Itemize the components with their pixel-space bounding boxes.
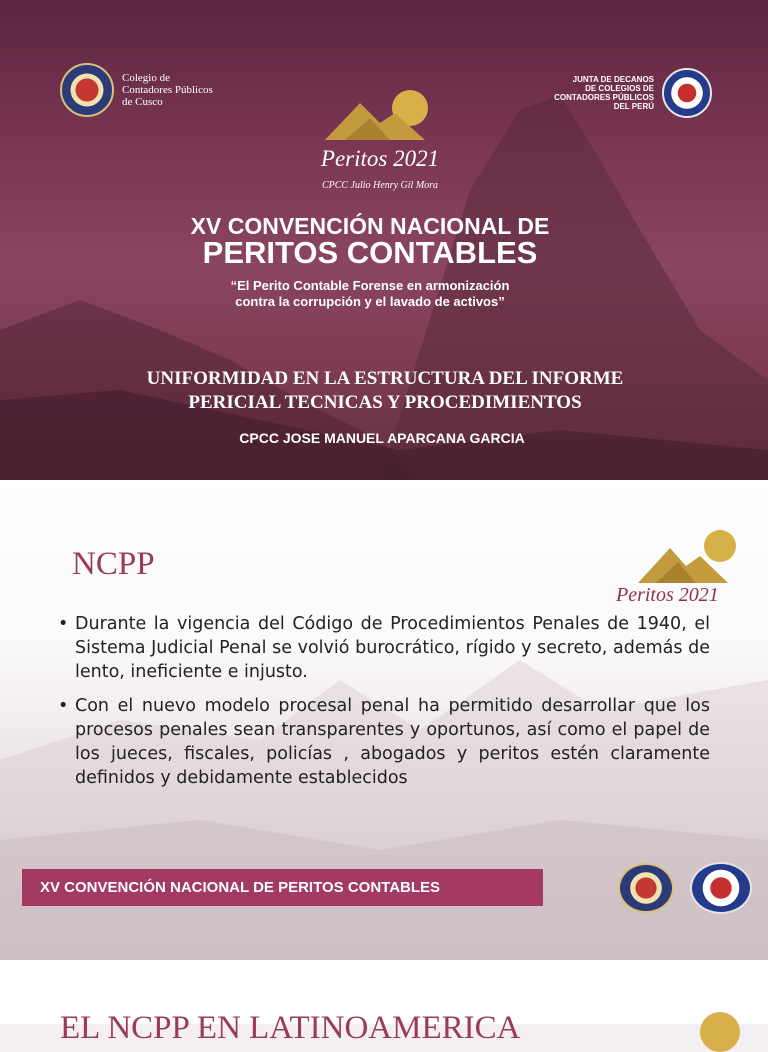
list-item — [58, 694, 710, 790]
convention-title-main: PERITOS CONTABLES — [202, 235, 538, 270]
talk-title-line: PERICIAL TECNICAS Y PROCEDIMIENTOS — [188, 392, 582, 413]
sun-icon — [700, 1012, 740, 1052]
slide-heading: EL NCPP EN LATINOAMERICA — [60, 1010, 521, 1046]
bullet-list — [58, 612, 710, 800]
junta-seal-icon — [662, 68, 712, 118]
bullet-marker: • — [58, 696, 69, 716]
speaker-name: CPCC JOSE MANUEL APARCANA GARCIA — [239, 430, 525, 446]
org-line: JUNTA DE DECANOS — [572, 75, 654, 84]
org-line: CONTADORES PÚBLICOS — [554, 93, 654, 102]
motto-line: “El Perito Contable Forense en armonización — [230, 278, 510, 293]
convention-motto — [170, 278, 570, 310]
talk-title — [80, 367, 690, 415]
bullet-text: Durante la vigencia del Código de Procedimientos Penales de 1940, el Sistema Judicial Penal se volvió burocrático, rígido y secreto, además de lento, ineficiente e injusto. — [75, 614, 710, 682]
brand-script: Peritos 2021 — [320, 146, 440, 171]
org-line: Contadores Públicos — [122, 84, 213, 96]
list-item — [58, 612, 710, 684]
bullet-marker: • — [58, 614, 69, 634]
colegio-seal-icon — [618, 863, 674, 913]
org-line: Colegio de — [122, 72, 170, 84]
org-line: DEL PERÚ — [613, 102, 654, 111]
brand-subtitle: CPCC Julio Henry Gil Mora — [321, 180, 439, 191]
title-slide — [0, 0, 768, 480]
convention-banner: XV CONVENCIÓN NACIONAL DE PERITOS CONTABLES — [22, 869, 543, 906]
slide-heading: NCPP — [72, 546, 155, 582]
mountain-sun-icon — [290, 88, 470, 148]
bullet-text: Con el nuevo modelo procesal penal ha permitido desarrollar que los procesos penales sean transparentes y oportunos, así como el papel de los jueces, fiscales, policías , abogados y peritos estén claramente definidos y debidamente establecidos — [75, 696, 710, 788]
org-line: de Cusco — [122, 96, 163, 108]
convention-title: XV CONVENCIÓN NACIONAL DE — [190, 213, 550, 239]
ncpp-slide — [0, 480, 768, 960]
org-line: DE COLEGIOS DE — [585, 84, 654, 93]
motto-line: contra la corrupción y el lavado de activos” — [235, 294, 505, 309]
peritos-2021-logo — [608, 528, 748, 612]
latinoamerica-slide — [0, 960, 768, 1046]
talk-title-line: UNIFORMIDAD EN LA ESTRUCTURA DEL INFORME — [146, 368, 624, 389]
mountain-sun-icon — [608, 528, 748, 588]
junta-decanos-logo — [554, 68, 712, 118]
peritos-2021-logo — [290, 88, 470, 198]
brand-script: Peritos 2021 — [616, 584, 719, 606]
colegio-seal-icon — [60, 63, 114, 117]
junta-seal-icon — [690, 862, 752, 914]
colegio-cusco-logo — [60, 63, 213, 117]
